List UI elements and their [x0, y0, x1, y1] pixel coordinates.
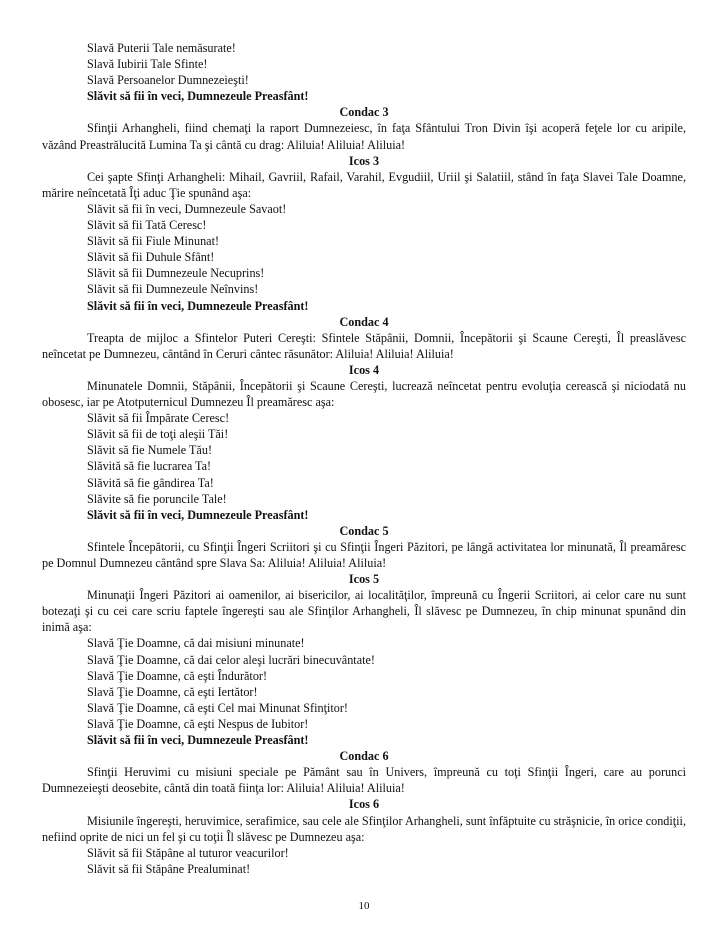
paragraph: Misiunile îngereşti, heruvimice, serafimice, sau cele ale Sfinţilor Arhangheli, sunt înfăptuite cu străşnicie, în orice condiţii, nefiind oprite de nici un fel şi cu toţii Îl slăvesc pe Dumnezeu aşa: — [42, 813, 686, 844]
text-line: Slăvit să fii Duhule Sfânt! — [87, 250, 215, 265]
paragraph: Sfintele Începătorii, cu Sfinţii Îngeri Scriitori şi cu Sfinţii Îngeri Păzitori, pe lângă activitatea lor minunată, Îl preamăresc pe Domnul Dumnezeu cântând spre Slava Sa: Aliluia! Aliluia! Aliluia! — [42, 539, 686, 570]
paragraph: Minunatele Domnii, Stăpânii, Începătorii şi Scaune Cereşti, lucrează neîncetat pentru evoluţia cerească şi niciodată nu obosesc, iar pe Atotputernicul Dumnezeu Îl preamăresc aşa: — [42, 378, 686, 410]
paragraph: Sfinţii Arhangheli, fiind chemaţi la raport Dumnezeiesc, în faţa Sfântului Tron Divin îşi acoperă feţele lor cu aripile, văzând Preastrălucită Lumina Ta şi cântă cu drag: Aliluia! Aliluia! Aliluia! — [42, 121, 686, 152]
section-heading: Condac 4 — [339, 314, 389, 329]
paragraph: Sfinţii Heruvimi cu misiuni speciale pe Pământ sau în Univers, împreună cu toţi Sfinţii Îngeri, care au porunci Dumnezeieşti deosebite, cântă din toată fiinţa lor: Aliluia! Aliluia! Aliluia! — [42, 765, 686, 796]
text-line: Slăvit să fii Fiule Minunat! — [87, 234, 220, 249]
text-line: Slavă Puterii Tale nemăsurate! — [87, 41, 236, 55]
refrain-line: Slăvit să fii în veci, Dumnezeule Preasfânt! — [87, 89, 309, 104]
text-line: Slăvită să fie lucrarea Ta! — [87, 459, 212, 474]
section-heading: Condac 6 — [339, 749, 389, 764]
section-heading: Icos 6 — [348, 797, 380, 812]
text-line: Slăvit să fii Stăpâne Prealuminat! — [87, 861, 251, 876]
refrain-line: Slăvit să fii în veci, Dumnezeule Preasfânt! — [87, 507, 309, 522]
text-line: Slavă Persoanelor Dumnezeieşti! — [87, 73, 249, 88]
text-line: Slavă Iubirii Tale Sfinte! — [87, 57, 208, 72]
refrain-line: Slăvit să fii în veci, Dumnezeule Preasfânt! — [87, 733, 309, 748]
text-line: Slăvit să fii Dumnezeule Neînvins! — [87, 282, 259, 297]
text-line: Slavă Ţie Doamne, că eşti Cel mai Minunat Sfinţitor! — [87, 700, 348, 715]
text-line: Slăvit să fii de toţi aleşii Tăi! — [87, 427, 229, 442]
text-line: Slăvit să fii Împărate Ceresc! — [87, 411, 230, 426]
text-line: Slavă Ţie Doamne, că dai misiuni minunate! — [87, 636, 305, 651]
section-heading: Icos 3 — [348, 153, 380, 168]
text-line: Slavă Ţie Doamne, că eşti Îndurător! — [87, 668, 268, 683]
section-heading: Icos 4 — [348, 362, 380, 377]
text-line: Slavă Ţie Doamne, că dai celor aleşi lucrări binecuvântate! — [87, 652, 375, 667]
text-line: Slăvit să fii Tată Ceresc! — [87, 218, 207, 233]
text-line: Slavă Ţie Doamne, că eşti Nespus de Iubitor! — [87, 716, 309, 731]
text-line: Slăvit să fii Dumnezeule Necuprins! — [87, 266, 265, 281]
section-heading: Condac 5 — [339, 523, 389, 538]
text-line: Slăvit să fii în veci, Dumnezeule Savaot! — [87, 201, 287, 216]
text-line: Slăvit să fii Stăpâne al tuturor veacurilor! — [87, 845, 289, 860]
text-line: Slavă Ţie Doamne, că eşti Iertător! — [87, 684, 258, 699]
section-heading: Icos 5 — [348, 572, 380, 587]
paragraph: Treapta de mijloc a Sfintelor Puteri Cereşti: Sfintele Stăpânii, Domnii, Începătorii şi Scaune Cereşti, Îl preaslăvesc neîncetat pe Dumnezeu, cântând în Ceruri cântec răsunător: Aliluia! Aliluia! Aliluia! — [42, 330, 686, 361]
text-line: Slăvite să fie poruncile Tale! — [87, 491, 227, 506]
text-line: Slăvită să fie gândirea Ta! — [87, 475, 214, 490]
document-page — [42, 40, 686, 877]
paragraph: Minunaţii Îngeri Păzitori ai oamenilor, ai bisericilor, ai localităţilor, împreună cu Îngerii Scriitori, ai celor care nu sunt botezaţi şi cu cei care scriu faptele îngereşti sau ale Sfinţilor Arhangheli, Îl slăvesc pe Dumnezeu, în chip minunat spunând din inimă aşa: — [42, 588, 686, 635]
refrain-line: Slăvit să fii în veci, Dumnezeule Preasfânt! — [87, 298, 309, 313]
page-number: 10 — [358, 900, 370, 912]
section-heading: Condac 3 — [339, 105, 389, 120]
paragraph: Cei şapte Sfinţi Arhangheli: Mihail, Gavriil, Rafail, Varahil, Evgudiil, Uriil şi Salatiil, stând în faţa Slavei Tale Doamne, mărire neîncetată Îţi aduc Ţie spunând aşa: — [42, 169, 686, 200]
text-line: Slăvit să fie Numele Tău! — [87, 443, 212, 458]
